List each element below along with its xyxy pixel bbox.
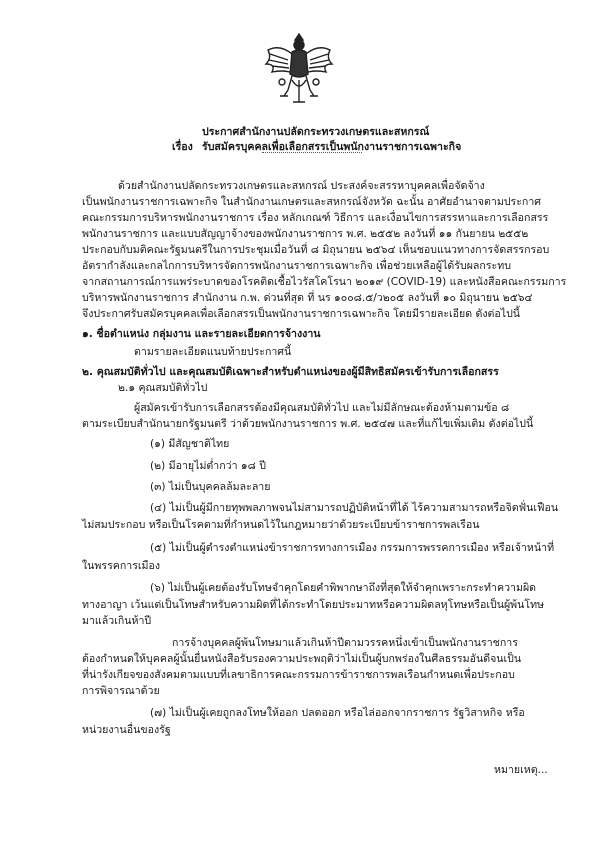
intro-line: จึงประกาศรับสมัครบุคคลเพื่อเลือกสรรเป็นพนักงานราชการเฉพาะกิจ โดยมีรายละเอียด ดังต่อไปนี้ xyxy=(82,308,521,320)
note-line: การจ้างบุคคลผู้พ้นโทษมาแล้วเกินห้าปีตามวรรคหนึ่งเข้าเป็นพนักงานราชการ xyxy=(172,637,518,649)
qualification-item-cont: ทางอาญา เว้นแต่เป็นโทษสำหรับความผิดที่ได้กระทำโดยประมาทหรือความผิดลหุโทษหรือเป็นผู้พ้นโทษ xyxy=(82,599,545,611)
qualification-item: (๓) ไม่เป็นบุคคลล้มละลาย xyxy=(150,481,271,493)
intro-line: จากสถานการณ์การแพร่ระบาดของโรคติดเชื้อไวรัสโคโรนา ๒๐๑๙ (COVID-19) และหนังสือคณะกรรมการ xyxy=(82,276,567,288)
section1-body: ตามรายละเอียดแนบท้ายประกาศนี้ xyxy=(134,346,292,358)
garuda-emblem-icon xyxy=(262,30,336,108)
subject-label: เรื่อง xyxy=(172,141,193,153)
qualification-item: (๕) ไม่เป็นผู้ดำรงตำแหน่งข้าราชการทางการเมือง กรรมการพรรคการเมือง หรือเจ้าหน้าที่ xyxy=(150,542,555,554)
qualification-item: (๑) มีสัญชาติไทย xyxy=(150,438,230,450)
section2-heading: ๒. คุณสมบัติทั่วไป และคุณสมบัติเฉพาะสำหรับตำแหน่งของผู้มีสิทธิสมัครเข้ารับการเลือกสรร xyxy=(82,366,499,378)
qualification-item-cont: มาแล้วเกินห้าปี xyxy=(82,615,152,627)
qualification-item: (๒) มีอายุไม่ต่ำกว่า ๑๘ ปี xyxy=(150,460,266,472)
intro-line: คณะกรรมการบริหารพนักงานราชการ เรื่อง หลักเกณฑ์ วิธีการ และเงื่อนไขการสรรหาและการเลือกสรร xyxy=(82,212,549,224)
qualification-item-cont: หน่วยงานอื่นของรัฐ xyxy=(82,724,171,736)
note-line: ต้องกำหนดให้บุคคลผู้นั้นยื่นหนังสือรับรองความประพฤติว่าไม่เป็นผู้บกพร่องในศีลธรรมอันดีจนเป็น xyxy=(82,653,522,665)
qualification-item: (๗) ไม่เป็นผู้เคยถูกลงโทษให้ออก ปลดออก หรือไล่ออกจากราชการ รัฐวิสาหกิจ หรือ xyxy=(150,707,525,719)
intro-line: บริหารพนักงานราชการ สำนักงาน ก.พ. ด่วนที่สุด ที่ นร ๑๐๐๘.๕/ว๒๐๕ ลงวันที่ ๑๐ มิถุนายน ๒๕๖๔ xyxy=(82,292,533,304)
document-title: ประกาศสำนักงานปลัดกระทรวงเกษตรและสหกรณ์ xyxy=(202,126,430,138)
intro-line: ประกอบกับมติคณะรัฐมนตรีในการประชุมเมื่อวันที่ ๘ มิถุนายน ๒๕๖๔ เห็นชอบแนวทางการจัดสรรกรอบ xyxy=(82,244,550,256)
qualification-item: (๖) ไม่เป็นผู้เคยต้องรับโทษจำคุกโดยคำพิพากษาถึงที่สุดให้จำคุกเพราะกระทำความผิด xyxy=(150,582,537,594)
subject-text: รับสมัครบุคคลเพื่อเลือกสรรเป็นพนักงานราชการเฉพาะกิจ xyxy=(202,141,462,153)
note-line: การพิจารณาด้วย xyxy=(82,685,160,697)
qualification-item-cont: ไม่สมประกอบ หรือเป็นโรคตามที่กำหนดไว้ในกฎหมายว่าด้วยระเบียบข้าราชการพลเรือน xyxy=(82,519,480,531)
footer-note: หมายเหตุ... xyxy=(494,764,548,776)
intro-line: อัตรากำลังและกลไกการบริหารจัดการพนักงานราชการเฉพาะกิจ เพื่อช่วยเหลือผู้ได้รับผลกระทบ xyxy=(82,260,511,272)
intro-line: ด้วยสำนักงานปลัดกระทรวงเกษตรและสหกรณ์ ประสงค์จะสรรหาบุคคลเพื่อจัดจ้าง xyxy=(118,180,485,192)
qualification-lead-line: ตามระเบียบสำนักนายกรัฐมนตรี ว่าด้วยพนักงานราชการ พ.ศ. ๒๕๔๗ และที่แก้ไขเพิ่มเติม ดังต่อไปนี้ xyxy=(82,418,534,430)
section1-heading: ๑. ชื่อตำแหน่ง กลุ่มงาน และรายละเอียดการจ้างงาน xyxy=(82,328,321,340)
title-separator xyxy=(262,152,362,153)
intro-line: พนักงานราชการ และแบบสัญญาจ้างของพนักงานราชการ พ.ศ. ๒๕๕๒ ลงวันที่ ๑๑ กันยายน ๒๕๕๒ xyxy=(82,228,529,240)
intro-line: เป็นพนักงานราชการเฉพาะกิจ ในสำนักงานเกษตรและสหกรณ์จังหวัด ฉะนั้น อาศัยอำนาจตามประกาศ xyxy=(82,196,542,208)
qualification-item-cont: ในพรรคการเมือง xyxy=(82,560,161,572)
note-line: ที่น่ารังเกียจของสังคมตามแบบที่เลขาธิการคณะกรรมการข้าราชการพลเรือนกำหนดเพื่อประกอบ xyxy=(82,669,515,681)
qualification-item: (๔) ไม่เป็นผู้มีกายทุพพลภาพจนไม่สามารถปฏิบัติหน้าที่ได้ ไร้ความสามารถหรือจิตฟั่นเฟือน xyxy=(150,502,559,514)
qualification-lead-line: ผู้สมัครเข้ารับการเลือกสรรต้องมีคุณสมบัติทั่วไป และไม่มีลักษณะต้องห้ามตามข้อ ๘ xyxy=(134,402,510,414)
section2-subheading: ๒.๑ คุณสมบัติทั่วไป xyxy=(118,382,208,394)
